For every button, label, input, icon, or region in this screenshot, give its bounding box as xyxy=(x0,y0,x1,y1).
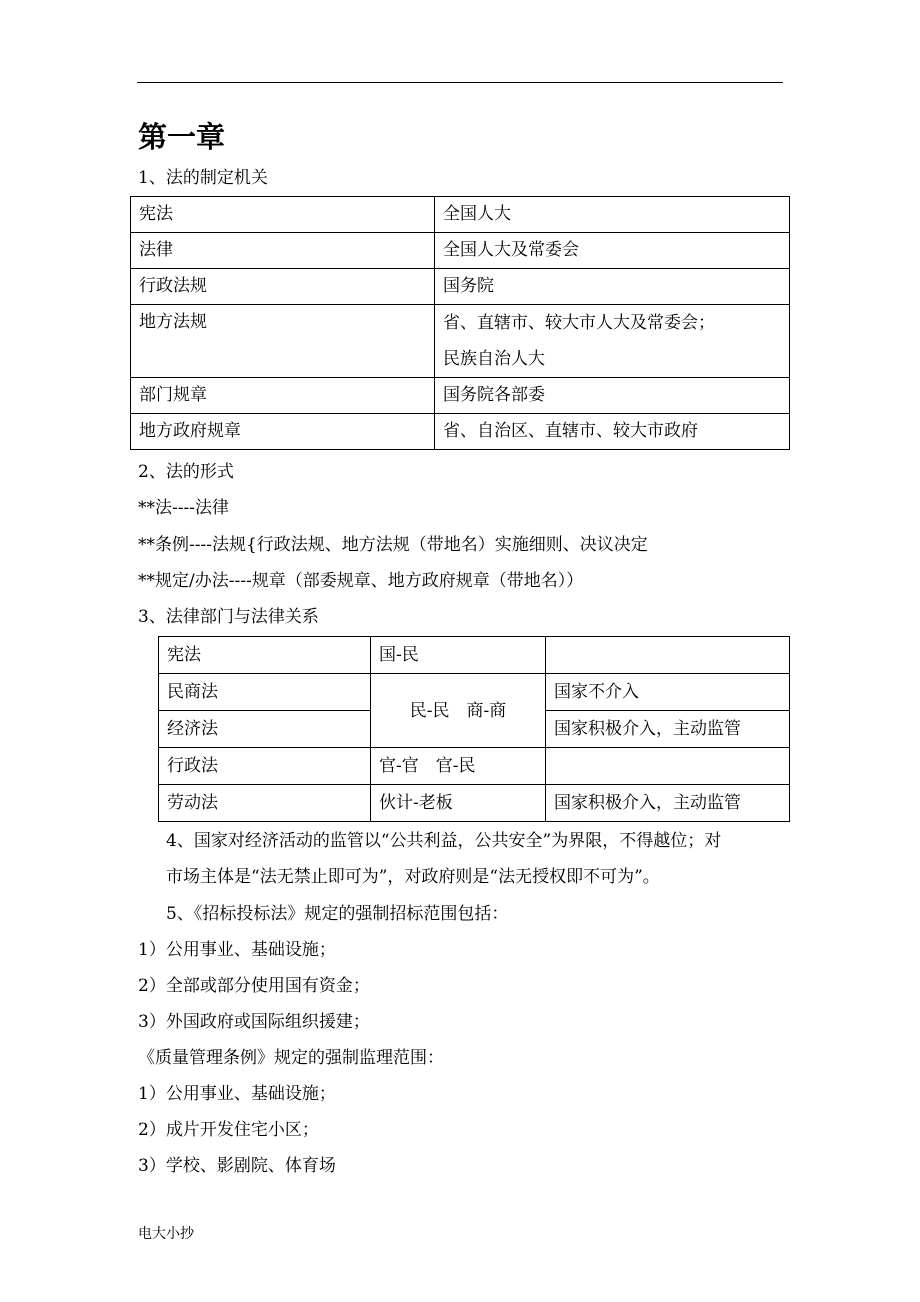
law-making-organs-table xyxy=(130,196,790,450)
table-cell: 民商法 xyxy=(159,674,371,711)
table-cell: 宪法 xyxy=(131,197,435,233)
table-cell: 国家积极介入，主动监管 xyxy=(546,785,790,822)
table-cell: 国-民 xyxy=(371,637,546,674)
table-row xyxy=(159,748,790,785)
list-item: 3）学校、影剧院、体育场 xyxy=(138,1156,336,1176)
table-row xyxy=(159,674,790,711)
table-cell xyxy=(435,305,790,378)
table-row xyxy=(131,305,790,378)
subsection-heading: 《质量管理条例》规定的强制监理范围： xyxy=(138,1048,444,1068)
table-cell: 省、自治区、直辖市、较大市政府 xyxy=(435,414,790,450)
table-cell: 劳动法 xyxy=(159,785,371,822)
table-cell xyxy=(546,748,790,785)
table-row xyxy=(159,785,790,822)
list-item: 1）公用事业、基础设施； xyxy=(138,940,336,960)
section-heading-2: 2、法的形式 xyxy=(138,462,234,482)
cell-line: 民族自治人大 xyxy=(443,349,545,369)
table-cell: 部门规章 xyxy=(131,378,435,414)
table-row xyxy=(131,414,790,450)
section-heading-1: 1、法的制定机关 xyxy=(138,168,268,188)
table-cell: 地方政府规章 xyxy=(131,414,435,450)
page-footer: 电大小抄 xyxy=(138,1226,194,1242)
table-cell: 国家不介入 xyxy=(546,674,790,711)
table-cell: 国务院各部委 xyxy=(435,378,790,414)
section-heading-3: 3、法律部门与法律关系 xyxy=(138,607,319,627)
list-item: 3）外国政府或国际组织援建； xyxy=(138,1012,370,1032)
table-cell: 地方法规 xyxy=(131,305,435,378)
table-cell: 国家积极介入，主动监管 xyxy=(546,711,790,748)
form-line: **条例----法规{行政法规、地方法规（带地名）实施细则、决议决定 xyxy=(138,535,648,555)
table-cell: 宪法 xyxy=(159,637,371,674)
table-cell: 伙计-老板 xyxy=(371,785,546,822)
table-cell: 全国人大 xyxy=(435,197,790,233)
table-row xyxy=(131,269,790,305)
table-row xyxy=(131,197,790,233)
table-cell: 法律 xyxy=(131,233,435,269)
header-rule xyxy=(137,82,783,83)
chapter-title: 第一章 xyxy=(138,120,226,154)
table-cell: 行政法 xyxy=(159,748,371,785)
section-heading-5: 5、《招标投标法》规定的强制招标范围包括： xyxy=(166,904,509,924)
table-cell: 官-官 官-民 xyxy=(371,748,546,785)
form-line: **法----法律 xyxy=(138,498,229,518)
table-cell: 国务院 xyxy=(435,269,790,305)
legal-departments-table xyxy=(158,636,790,822)
table-cell: 经济法 xyxy=(159,711,371,748)
list-item: 2）成片开发住宅小区； xyxy=(138,1120,319,1140)
cell-line: 省、直辖市、较大市人大及常委会； xyxy=(443,313,715,333)
form-line: **规定/办法----规章（部委规章、地方政府规章（带地名）） xyxy=(138,571,584,591)
list-item: 2）全部或部分使用国有资金； xyxy=(138,976,370,996)
list-item: 1）公用事业、基础设施； xyxy=(138,1084,336,1104)
table-cell: 行政法规 xyxy=(131,269,435,305)
table-row xyxy=(159,637,790,674)
table-cell-merged: 民-民 商-商 xyxy=(371,674,546,748)
table-cell xyxy=(546,637,790,674)
paragraph-line: 市场主体是“法无禁止即可为”，对政府则是“法无授权即不可为”。 xyxy=(166,867,660,887)
table-row xyxy=(131,378,790,414)
paragraph-line: 4、国家对经济活动的监管以“公共利益，公共安全”为界限，不得越位；对 xyxy=(166,831,722,851)
table-row xyxy=(131,233,790,269)
table-cell: 全国人大及常委会 xyxy=(435,233,790,269)
